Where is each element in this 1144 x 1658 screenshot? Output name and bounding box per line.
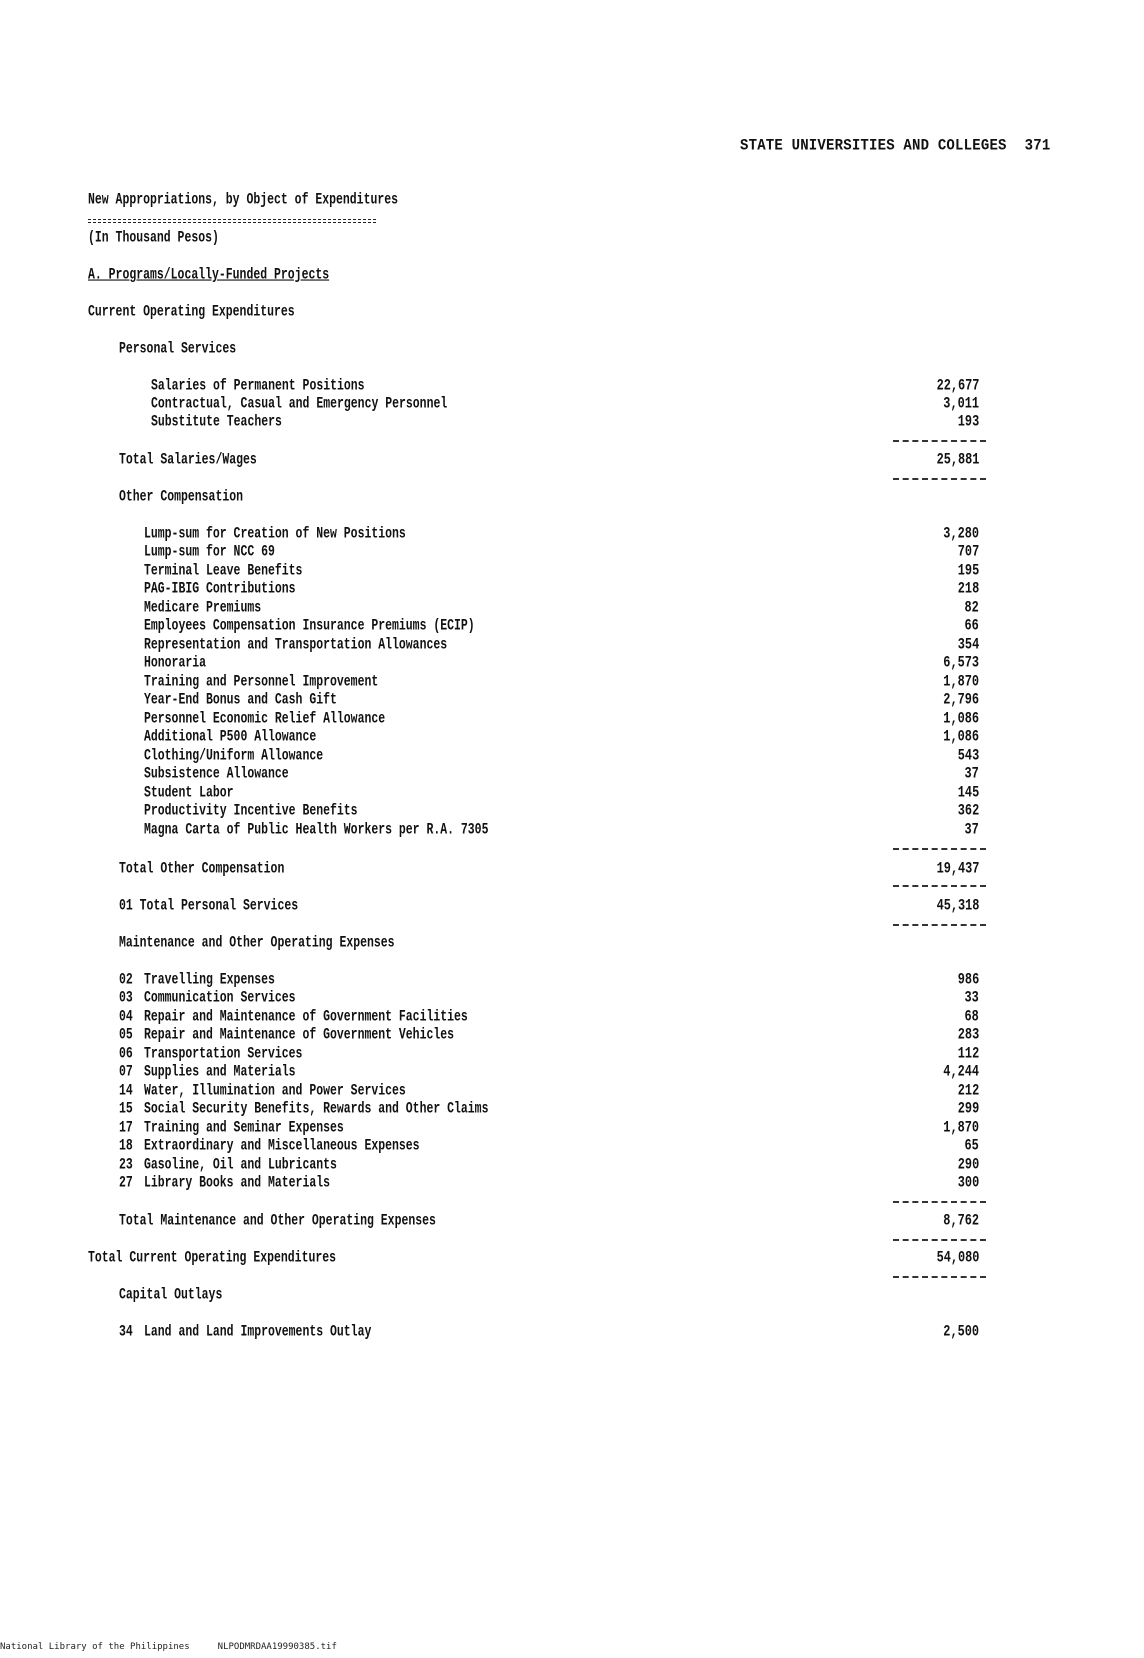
line-item-code: 06 (119, 1045, 133, 1063)
line-item-value: 218 (957, 580, 979, 598)
line-item-value: 193 (957, 413, 979, 431)
line-item-label: Terminal Leave Benefits (144, 562, 303, 580)
line-item-value: 68 (964, 1008, 979, 1026)
line-item-value: 300 (957, 1174, 979, 1192)
scan-footer (0, 1642, 365, 1652)
footer-library: National Library of the Philippines (0, 1642, 190, 1652)
line-item-code: 05 (119, 1026, 133, 1044)
line-item-code: 18 (119, 1137, 133, 1155)
line-item-value: 82 (964, 599, 979, 617)
line-item-label: Substitute Teachers (151, 413, 282, 431)
line-item-code: 14 (119, 1082, 133, 1100)
line-item-label: Subsistence Allowance (144, 765, 289, 783)
line-item-label: Repair and Maintenance of Government Vehicles (144, 1026, 455, 1044)
line-item-label: Student Labor (144, 784, 234, 802)
line-item-label: Supplies and Materials (144, 1063, 296, 1081)
line-item-value: 283 (957, 1026, 979, 1044)
line-item-label: Employees Compensation Insurance Premiums (ECIP) (144, 617, 475, 635)
line-item-value: 986 (957, 971, 979, 989)
line-item-value: 33 (964, 989, 979, 1007)
page-header (740, 137, 1050, 155)
capital-outlays-heading: Capital Outlays (119, 1286, 223, 1304)
line-item-label: Contractual, Casual and Emergency Personnel (151, 395, 448, 413)
line-item-label: Repair and Maintenance of Government Facilities (144, 1008, 468, 1026)
line-item-label: Magna Carta of Public Health Workers per R.A. 7305 (144, 821, 489, 839)
line-item-label: Water, Illumination and Power Services (144, 1082, 406, 1100)
line-item-label: Gasoline, Oil and Lubricants (144, 1156, 337, 1174)
personal-services-heading: Personal Services (119, 340, 237, 358)
document-title: New Appropriations, by Object of Expenditures (88, 191, 399, 209)
line-item-code: 07 (119, 1063, 133, 1081)
line-item-code: 23 (119, 1156, 133, 1174)
line-item-value: 212 (957, 1082, 979, 1100)
line-item-label: Transportation Services (144, 1045, 303, 1063)
total-rule (893, 924, 986, 926)
header-title: STATE UNIVERSITIES AND COLLEGES (740, 137, 1007, 155)
line-item-label: Travelling Expenses (144, 971, 275, 989)
total-rule (893, 478, 986, 480)
line-item-value: 707 (957, 543, 979, 561)
line-item-value: 195 (957, 562, 979, 580)
line-item-value: 3,011 (943, 395, 979, 413)
line-item-code: 15 (119, 1100, 133, 1118)
current-operating-heading: Current Operating Expenditures (88, 303, 295, 321)
line-item-value: 37 (964, 765, 979, 783)
total-rule (893, 1276, 986, 1278)
line-item-value: 354 (957, 636, 979, 654)
footer-file: NLPODMRDAA19990385.tif (217, 1642, 337, 1652)
line-item-label: Training and Seminar Expenses (144, 1119, 344, 1137)
line-item-label: Training and Personnel Improvement (144, 673, 379, 691)
total-label: 01 Total Personal Services (119, 897, 299, 915)
line-item-value: 299 (957, 1100, 979, 1118)
line-item-label: Extraordinary and Miscellaneous Expenses (144, 1137, 420, 1155)
subtotal-rule (893, 1239, 986, 1241)
line-item-code: 34 (119, 1323, 133, 1341)
subtotal-rule (893, 848, 986, 850)
total-value: 25,881 (936, 451, 979, 469)
line-item-label: Productivity Incentive Benefits (144, 802, 358, 820)
title-double-rule (88, 219, 376, 223)
line-item-value: 1,086 (943, 710, 979, 728)
subtotal-rule (893, 440, 986, 442)
line-item-value: 2,500 (943, 1323, 979, 1341)
line-item-code: 02 (119, 971, 133, 989)
page-number: 371 (1024, 137, 1051, 155)
total-label: Total Salaries/Wages (119, 451, 257, 469)
line-item-value: 290 (957, 1156, 979, 1174)
line-item-value: 65 (964, 1137, 979, 1155)
total-value: 8,762 (943, 1212, 979, 1230)
total-label: Total Maintenance and Other Operating Expenses (119, 1212, 436, 1230)
line-item-value: 145 (957, 784, 979, 802)
other-compensation-heading: Other Compensation (119, 488, 244, 506)
total-value: 54,080 (936, 1249, 979, 1267)
subtotal-rule (893, 1201, 986, 1203)
unit-note: (In Thousand Pesos) (88, 229, 219, 247)
subtotal-rule (893, 885, 986, 887)
line-item-code: 17 (119, 1119, 133, 1137)
line-item-label: Year-End Bonus and Cash Gift (144, 691, 337, 709)
line-item-value: 2,796 (943, 691, 979, 709)
line-item-code: 04 (119, 1008, 133, 1026)
mooe-heading: Maintenance and Other Operating Expenses (119, 934, 395, 952)
line-item-value: 4,244 (943, 1063, 979, 1081)
line-item-label: Medicare Premiums (144, 599, 262, 617)
line-item-label: Personnel Economic Relief Allowance (144, 710, 386, 728)
line-item-value: 1,870 (943, 1119, 979, 1137)
total-label: Total Other Compensation (119, 860, 285, 878)
line-item-value: 37 (964, 821, 979, 839)
line-item-label: Library Books and Materials (144, 1174, 331, 1192)
total-label: Total Current Operating Expenditures (88, 1249, 337, 1267)
line-item-label: Lump-sum for Creation of New Positions (144, 525, 406, 543)
line-item-label: Social Security Benefits, Rewards and Other Claims (144, 1100, 489, 1118)
line-item-value: 1,870 (943, 673, 979, 691)
line-item-label: Salaries of Permanent Positions (151, 377, 365, 395)
line-item-label: Additional P500 Allowance (144, 728, 317, 746)
line-item-value: 1,086 (943, 728, 979, 746)
line-item-label: Communication Services (144, 989, 296, 1007)
section-a-heading: A. Programs/Locally-Funded Projects (88, 266, 330, 284)
line-item-label: Clothing/Uniform Allowance (144, 747, 324, 765)
line-item-value: 66 (964, 617, 979, 635)
line-item-value: 22,677 (936, 377, 979, 395)
line-item-label: Lump-sum for NCC 69 (144, 543, 275, 561)
total-value: 19,437 (936, 860, 979, 878)
line-item-value: 362 (957, 802, 979, 820)
line-item-code: 27 (119, 1174, 133, 1192)
total-value: 45,318 (936, 897, 979, 915)
line-item-value: 543 (957, 747, 979, 765)
line-item-label: PAG-IBIG Contributions (144, 580, 296, 598)
line-item-code: 03 (119, 989, 133, 1007)
line-item-label: Land and Land Improvements Outlay (144, 1323, 372, 1341)
line-item-label: Honoraria (144, 654, 207, 672)
line-item-value: 6,573 (943, 654, 979, 672)
line-item-value: 112 (957, 1045, 979, 1063)
line-item-value: 3,280 (943, 525, 979, 543)
line-item-label: Representation and Transportation Allowances (144, 636, 448, 654)
